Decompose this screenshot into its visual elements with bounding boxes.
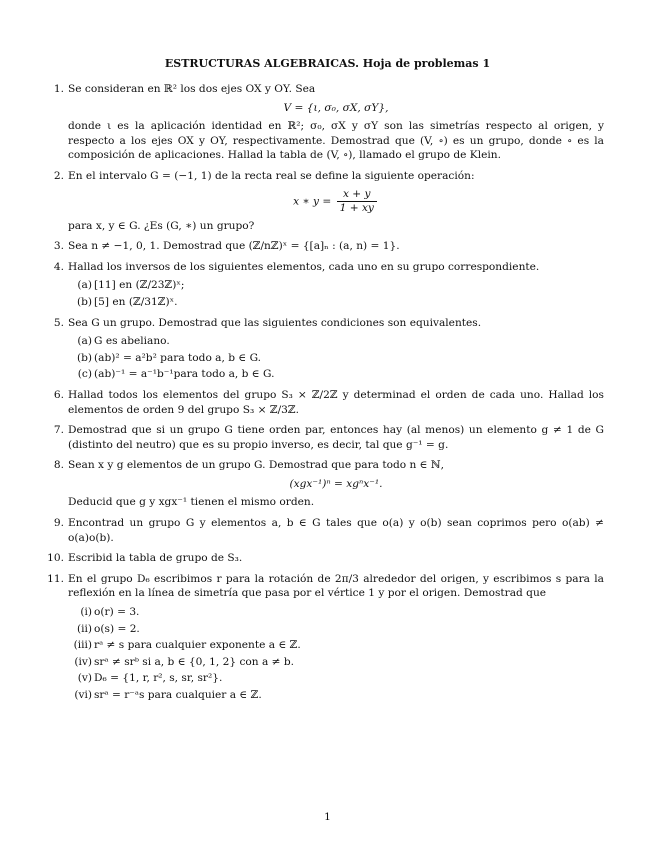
problem-text: Demostrad que si un grupo G tiene orden par, entonces hay (al menos) un elemento g ≠ 1 de G (distinto del neutro) que es su propio inverso, es decir, tal que g⁻¹ = g. <box>68 424 604 451</box>
problem-9 <box>52 516 604 545</box>
sub-item <box>68 278 604 293</box>
sub-items <box>68 334 604 382</box>
problem-number: 4. <box>53 260 64 273</box>
sub-item <box>68 367 604 382</box>
sub-item-text: D₆ = {1, r, r², s, sr, sr²}. <box>94 672 223 685</box>
sub-item-text: (ab)⁻¹ = a⁻¹b⁻¹para todo a, b ∈ G. <box>94 368 275 381</box>
sub-item-label: (a) <box>77 335 92 348</box>
sub-item-label: (iii) <box>73 639 92 652</box>
sub-item-text: [11] en (ℤ/23ℤ)ˣ; <box>94 279 185 292</box>
sub-item-text: srᵃ = r⁻ᵃs para cualquier a ∈ ℤ. <box>94 689 262 701</box>
problem-intro: En el intervalo G = (−1, 1) de la recta real se define la siguiente operación: <box>68 169 475 182</box>
sub-item <box>68 605 604 620</box>
problem-2 <box>52 169 604 233</box>
problem-7 <box>52 423 604 452</box>
sub-item <box>68 334 604 349</box>
problem-text: Encontrad un grupo G y elementos a, b ∈ G tales que o(a) y o(b) sean coprimos pero o(ab) ≠ o(a)o(b). <box>68 517 604 544</box>
sub-item <box>68 638 604 653</box>
sub-item-text: srᵃ ≠ srᵇ si a, b ∈ {0, 1, 2} con a ≠ b. <box>94 655 295 668</box>
problem-number: 3. <box>53 240 64 253</box>
display-equation: V = {ι, σ₀, σX, σY}, <box>283 101 389 114</box>
sub-item-text: o(s) = 2. <box>94 622 140 635</box>
problem-5 <box>52 316 604 382</box>
problem-number: 8. <box>53 459 64 472</box>
problem-text: Hallad todos los elementos del grupo S₃ × ℤ/2ℤ y determinad el orden de cada uno. Hallad los elementos de orden 9 del grupo S₃ × ℤ/3ℤ. <box>68 388 604 416</box>
display-equation <box>68 188 604 215</box>
problem-number: 1. <box>53 83 64 95</box>
problem-text: En el grupo D₆ escribimos r para la rotación de 2π/3 alrededor del origen, y escribimos s para la reflexión en la línea de simetría que pasa por el vértice 1 y por el origen. Demostrad que <box>68 572 604 600</box>
sub-item <box>68 671 604 686</box>
sub-item-text: G es abeliano. <box>94 335 170 348</box>
problem-intro: Sean x y g elementos de un grupo G. Demostrad que para todo n ∈ ℕ, <box>68 459 444 472</box>
problem-number: 7. <box>53 424 64 437</box>
sub-item <box>68 688 604 703</box>
sub-item-label: (v) <box>77 672 92 685</box>
sub-items <box>68 278 604 309</box>
problem-6 <box>52 388 604 417</box>
problem-text: para x, y ∈ G. ¿Es (G, ∗) un grupo? <box>68 219 255 232</box>
fraction-denominator: 1 + xy <box>339 201 374 214</box>
sub-item <box>68 622 604 637</box>
problem-text: Sea n ≠ −1, 0, 1. Demostrad que (ℤ/nℤ)ˣ = {[a]ₙ : (a, n) = 1}. <box>68 240 400 253</box>
problem-text: Escribid la tabla de grupo de S₃. <box>68 552 243 565</box>
problem-1 <box>52 82 604 163</box>
problem-text: Deducid que g y xgx⁻¹ tienen el mismo orden. <box>68 496 315 509</box>
sub-item-label: (ii) <box>76 622 92 635</box>
sub-item-text: o(r) = 3. <box>94 606 140 619</box>
problem-text: Hallad los inversos de los siguientes elementos, cada uno en su grupo correspondiente. <box>68 260 540 273</box>
problem-number: 9. <box>53 517 64 530</box>
sub-items <box>68 605 604 703</box>
problem-number: 11. <box>47 572 64 585</box>
problem-intro: Se consideran en ℝ² los dos ejes OX y OY. Sea <box>68 83 316 95</box>
sub-item-label: (a) <box>77 279 92 292</box>
sub-item-text: (ab)² = a²b² para todo a, b ∈ G. <box>94 351 262 364</box>
sub-item-text: [5] en (ℤ/31ℤ)ˣ. <box>94 295 178 308</box>
problem-text: Sea G un grupo. Demostrad que las siguientes condiciones son equivalentes. <box>68 316 482 329</box>
fraction <box>337 188 377 215</box>
problem-10 <box>47 551 604 566</box>
sub-item <box>68 655 604 670</box>
problem-number: 5. <box>53 316 64 329</box>
problem-3 <box>52 239 604 254</box>
problem-11 <box>47 572 604 703</box>
problem-text: donde ι es la aplicación identidad en ℝ²; σ₀, σX y σY son las simetrías respecto al origen, y respecto a los ejes OX y OY, respectivamente. Demostrad que (V, ∘) es un grupo, donde ∘ es la composición de aplicaciones. Hallad la tabla de (V, ∘), llamado el grupo de Klein. <box>68 120 604 162</box>
problem-number: 6. <box>53 388 64 401</box>
sub-item <box>68 351 604 366</box>
page-number: 1 <box>324 811 331 823</box>
sub-item-text: rᵃ ≠ s para cualquier exponente a ∈ ℤ. <box>94 639 301 652</box>
equation-lhs: x ∗ y = <box>293 195 332 208</box>
sheet-title: ESTRUCTURAS ALGEBRAICAS. Hoja de problemas 1 <box>164 57 491 70</box>
sub-item-label: (i) <box>80 606 92 619</box>
problem-8 <box>52 458 604 510</box>
sub-item-label: (iv) <box>74 655 92 668</box>
sub-item-label: (b) <box>76 351 92 364</box>
sub-item-label: (c) <box>77 368 92 381</box>
display-equation: (xgx⁻¹)ⁿ = xgⁿx⁻¹. <box>289 477 383 490</box>
sub-item-label: (vi) <box>74 689 92 701</box>
sub-item-label: (b) <box>76 295 92 308</box>
fraction-numerator: x + y <box>337 188 377 202</box>
problem-4 <box>52 260 604 310</box>
problem-number: 10. <box>47 552 64 565</box>
problem-number: 2. <box>53 169 64 182</box>
sub-item <box>68 295 604 310</box>
problem-list <box>47 82 604 709</box>
